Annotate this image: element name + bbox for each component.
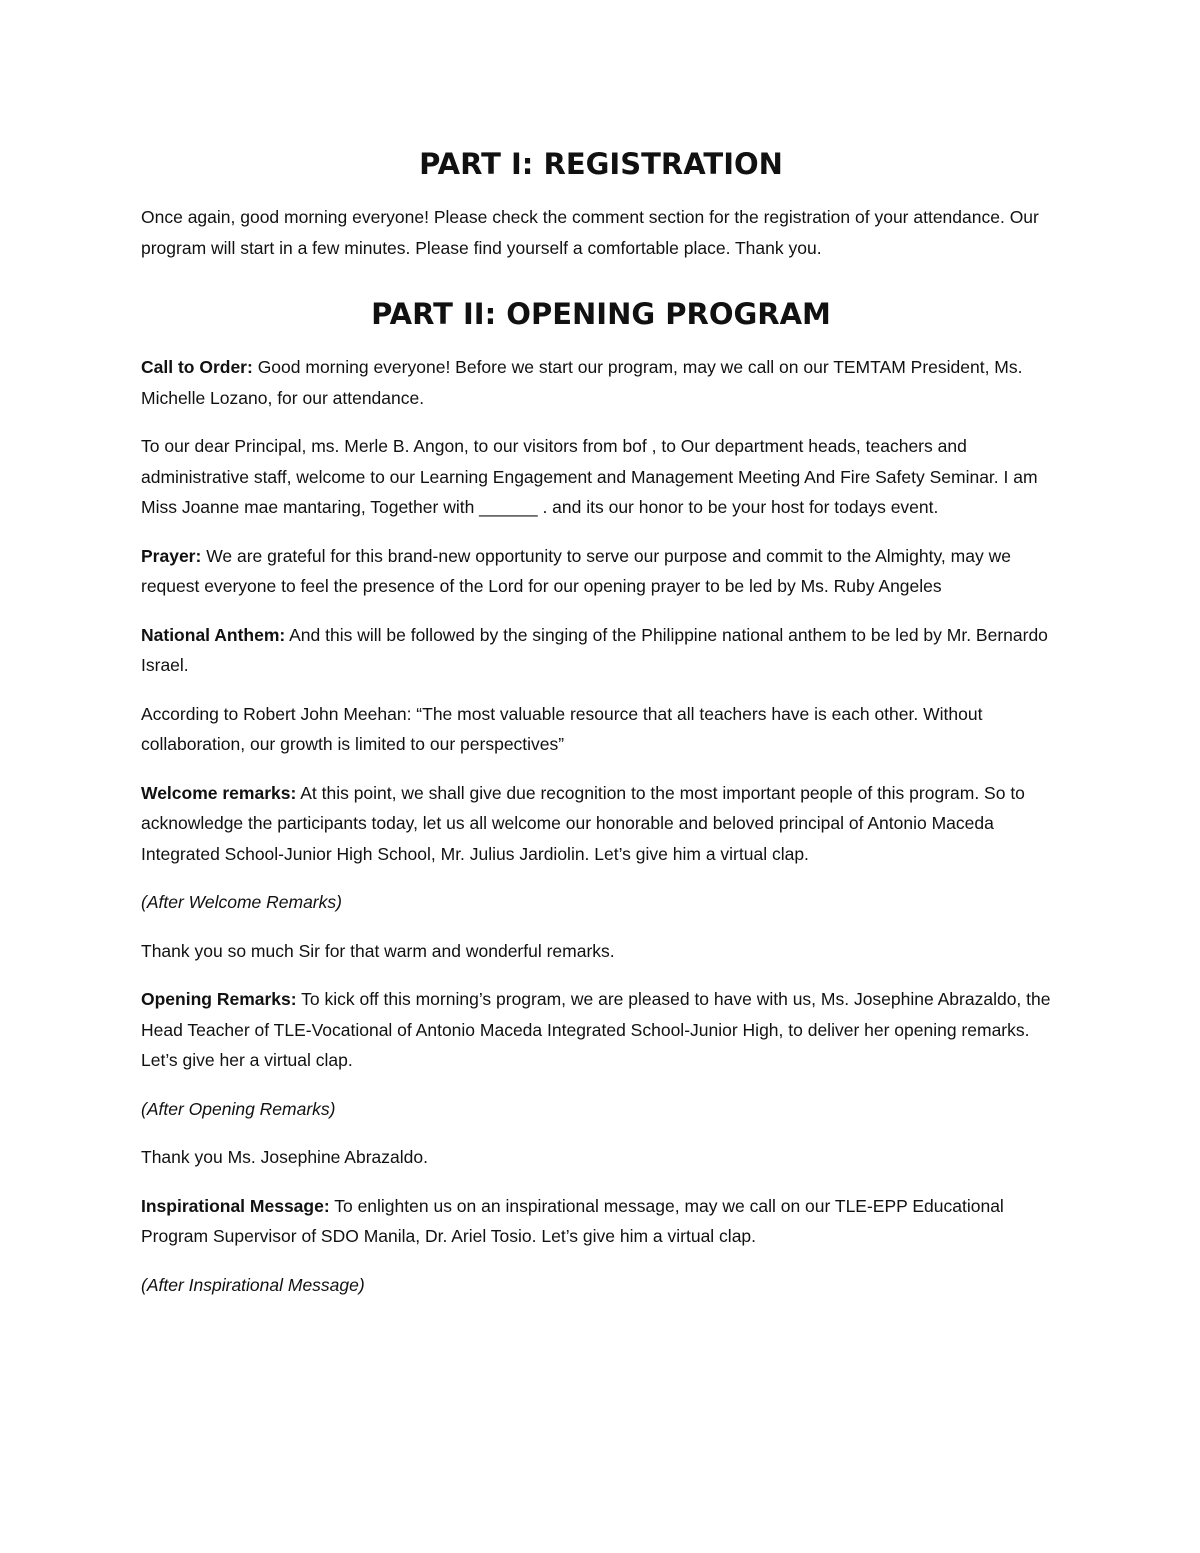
part-one-heading: PART I: REGISTRATION	[419, 147, 783, 181]
national-anthem-paragraph	[141, 620, 1061, 681]
registration-paragraph: Once again, good morning everyone! Please check the comment section for the registration of your attendance. Our program will start in a few minutes. Please find yourself a comfortable place. Thank you.	[141, 207, 1039, 258]
document-content	[141, 140, 1061, 1300]
welcome-remarks-label: Welcome remarks:	[141, 782, 297, 803]
opening-remarks-text: To kick off this morning’s program, we are pleased to have with us, Ms. Josephine Abrazaldo, the Head Teacher of TLE-Vocational of Antonio Maceda Integrated School-Junior High, to deliver her opening remarks. Let’s give her a virtual clap.	[141, 989, 1051, 1070]
prayer-text: We are grateful for this brand-new opportunity to serve our purpose and commit to the Almighty, may we request everyone to feel the presence of the Lord for our opening prayer to be led by Ms. Ruby Angeles	[141, 545, 1011, 596]
quote-paragraph: According to Robert John Meehan: “The most valuable resource that all teachers have is each other. Without collaboration, our growth is limited to our perspectives”	[141, 703, 983, 754]
national-anthem-text: And this will be followed by the singing of the Philippine national anthem to be led by Mr. Bernardo Israel.	[141, 624, 1048, 675]
prayer-paragraph	[141, 541, 1061, 602]
national-anthem-label: National Anthem:	[141, 624, 286, 645]
welcome-intro-paragraph: To our dear Principal, ms. Merle B. Angon, to our visitors from bof , to Our department heads, teachers and administrative staff, welcome to our Learning Engagement and Management Meeting And Fire Safety Seminar. I am Miss Joanne mae mantaring, Together with ______ . and its our honor to be your host for todays event.	[141, 436, 1038, 517]
prayer-label: Prayer:	[141, 545, 202, 566]
welcome-remarks-paragraph	[141, 778, 1061, 870]
opening-remarks-label: Opening Remarks:	[141, 989, 297, 1009]
after-opening-note: (After Opening Remarks)	[141, 1098, 336, 1119]
inspirational-message-paragraph	[141, 1191, 1061, 1252]
call-to-order-label: Call to Order:	[141, 357, 253, 377]
after-welcome-note: (After Welcome Remarks)	[141, 892, 342, 912]
after-inspirational-note: (After Inspirational Message)	[141, 1274, 365, 1295]
welcome-remarks-text: At this point, we shall give due recognition to the most important people of this program. So to acknowledge the participants today, let us all welcome our honorable and beloved principal of Antonio Maceda Integrated School-Junior High School, Mr. Julius Jardiolin. Let’s give him a virtual clap.	[141, 782, 1025, 864]
part-two-heading: PART II: OPENING PROGRAM	[371, 297, 831, 331]
call-to-order-text: Good morning everyone! Before we start our program, may we call on our TEMTAM President, Ms. Michelle Lozano, for our attendance.	[141, 357, 1023, 408]
call-to-order-paragraph	[141, 352, 1061, 413]
thanks-welcome-paragraph: Thank you so much Sir for that warm and wonderful remarks.	[141, 940, 615, 961]
inspirational-message-text: To enlighten us on an inspirational message, may we call on our TLE-EPP Educational Program Supervisor of SDO Manila, Dr. Ariel Tosio. Let’s give him a virtual clap.	[141, 1195, 1004, 1246]
thanks-opening-paragraph: Thank you Ms. Josephine Abrazaldo.	[141, 1147, 428, 1167]
inspirational-message-label: Inspirational Message:	[141, 1195, 330, 1216]
opening-remarks-paragraph	[141, 984, 1061, 1076]
